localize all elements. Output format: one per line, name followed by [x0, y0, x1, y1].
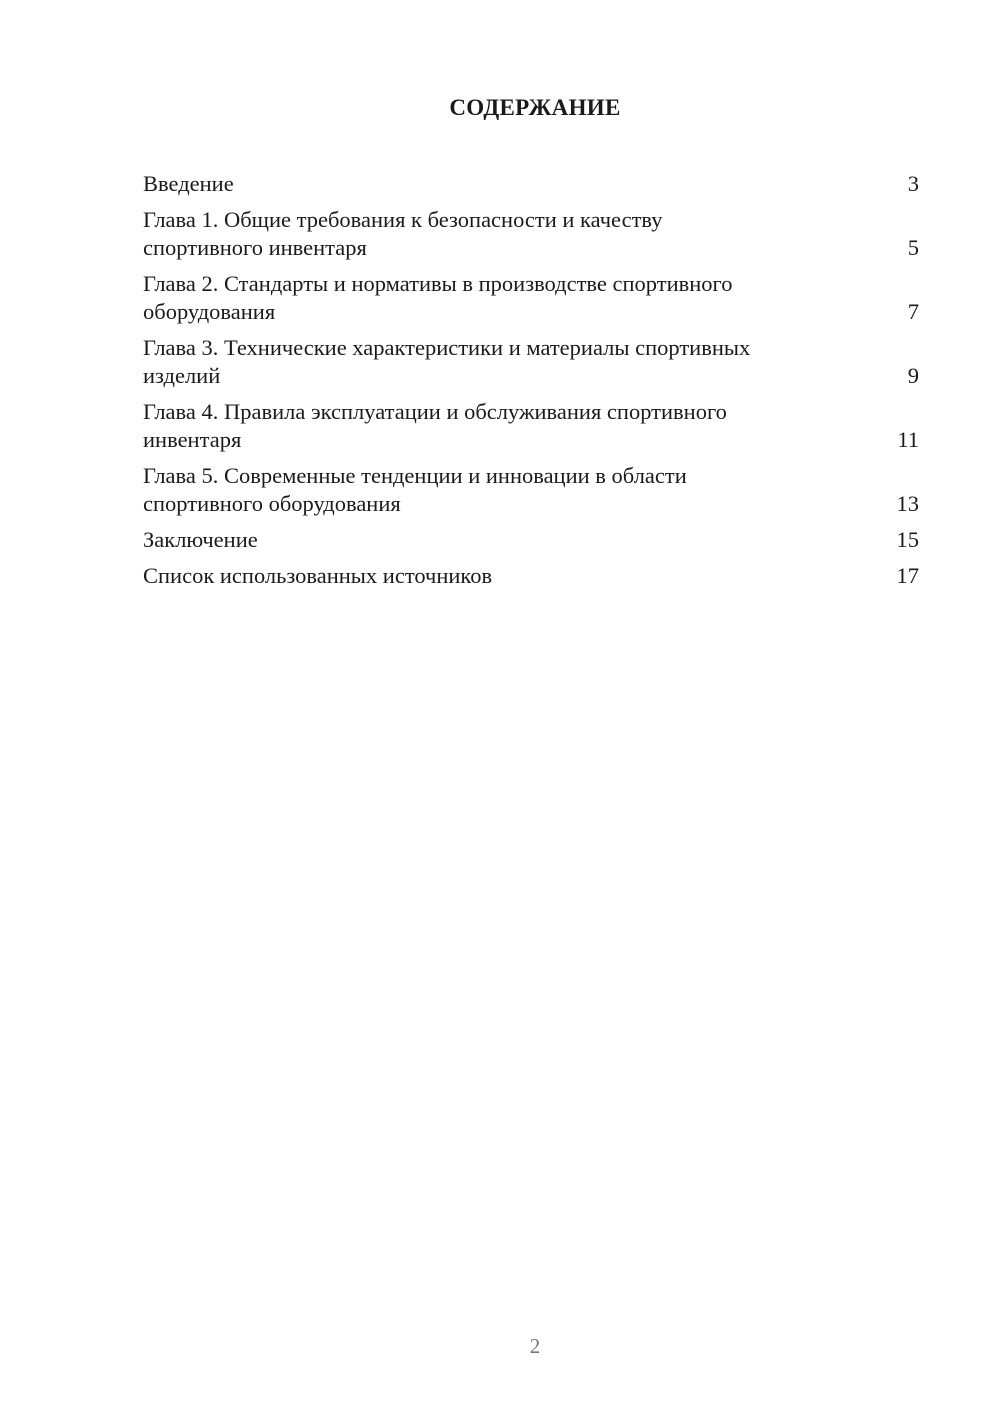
- toc-entry-label: Заключение: [143, 527, 258, 552]
- toc-entry-page: 11: [897, 427, 919, 452]
- toc-entry-page: 5: [907, 235, 919, 260]
- toc-entry-chapter-3: [143, 334, 919, 390]
- toc-entry-page: 13: [896, 491, 919, 516]
- toc-entry-label: Глава 1. Общие требования к безопасности и качеству спортивного инвентаря: [143, 207, 663, 260]
- toc-entry-label: Глава 3. Технические характеристики и материалы спортивных изделий: [143, 335, 751, 388]
- toc-entry-introduction: [143, 170, 919, 198]
- toc-entry-conclusion: [143, 526, 919, 554]
- toc-entry-page: 9: [907, 363, 919, 388]
- page-title: СОДЕРЖАНИЕ: [449, 95, 621, 120]
- toc-entry-page: 15: [896, 527, 919, 552]
- toc-entry-chapter-4: [143, 398, 919, 454]
- toc-entry-page: 3: [907, 171, 919, 196]
- toc-entry-chapter-2: [143, 270, 919, 326]
- table-of-contents: [143, 170, 919, 598]
- toc-entry-chapter-5: [143, 462, 919, 518]
- toc-entry-label: Список использованных источников: [143, 563, 493, 588]
- page-number: 2: [529, 1334, 541, 1358]
- toc-entry-label: Глава 5. Современные тенденции и инновации в области спортивного оборудования: [143, 463, 687, 516]
- toc-entry-chapter-1: [143, 206, 919, 262]
- toc-entry-page: 7: [907, 299, 919, 324]
- toc-entry-references: [143, 562, 919, 590]
- toc-entry-page: 17: [896, 563, 919, 588]
- toc-entry-label: Глава 2. Стандарты и нормативы в производстве спортивного оборудования: [143, 271, 733, 324]
- toc-entry-label: Глава 4. Правила эксплуатации и обслуживания спортивного инвентаря: [143, 399, 727, 452]
- toc-entry-label: Введение: [143, 171, 234, 196]
